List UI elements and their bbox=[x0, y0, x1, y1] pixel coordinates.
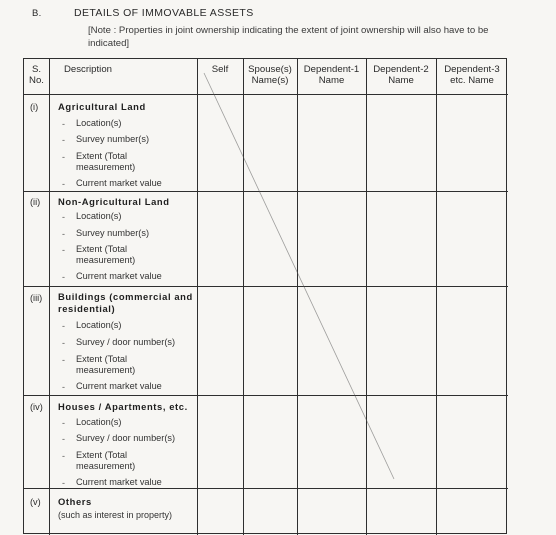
bullet-icon: - bbox=[62, 152, 65, 162]
row-item: Current market value bbox=[76, 271, 162, 281]
row-category: Agricultural Land bbox=[58, 101, 146, 112]
header-sno: S. No. bbox=[29, 64, 44, 86]
row-item: Extent (Total measurement) bbox=[76, 450, 136, 471]
bullet-icon: - bbox=[62, 434, 65, 444]
row-category: Others bbox=[58, 496, 92, 507]
row-sno: (ii) bbox=[30, 197, 41, 207]
section-note: [Note : Properties in joint ownership indicating the extent of joint ownership will also have to be indicated] bbox=[88, 25, 489, 49]
bullet-icon: - bbox=[62, 179, 65, 189]
row-category: Non-Agricultural Land bbox=[58, 196, 170, 207]
bullet-icon: - bbox=[62, 382, 65, 392]
row-subtext: (such as interest in property) bbox=[58, 510, 173, 520]
row-item: Extent (Total measurement) bbox=[76, 244, 136, 265]
section-letter: B. bbox=[32, 8, 42, 19]
bullet-icon: - bbox=[62, 321, 65, 331]
bullet-icon: - bbox=[62, 229, 65, 239]
bullet-icon: - bbox=[62, 135, 65, 145]
row-item: Location(s) bbox=[76, 320, 122, 330]
row-item: Survey number(s) bbox=[76, 228, 150, 238]
header-self: Self bbox=[211, 64, 229, 75]
bullet-icon: - bbox=[62, 212, 65, 222]
section-title: DETAILS OF IMMOVABLE ASSETS bbox=[74, 7, 254, 19]
row-item: Location(s) bbox=[76, 417, 122, 427]
bullet-icon: - bbox=[62, 338, 65, 348]
row-item: Survey / door number(s) bbox=[76, 433, 176, 443]
row-sno: (i) bbox=[30, 102, 39, 112]
row-item: Location(s) bbox=[76, 118, 122, 128]
row-sno: (v) bbox=[30, 497, 41, 507]
row-item: Extent (Total measurement) bbox=[76, 354, 136, 375]
row-item: Survey number(s) bbox=[76, 134, 150, 144]
row-item: Current market value bbox=[76, 381, 162, 391]
row-item: Survey / door number(s) bbox=[76, 337, 176, 347]
row-sno: (iii) bbox=[30, 293, 43, 303]
header-description: Description bbox=[64, 64, 112, 75]
immovable-assets-table bbox=[23, 58, 507, 534]
row-item: Current market value bbox=[76, 477, 162, 487]
bullet-icon: - bbox=[62, 119, 65, 129]
bullet-icon: - bbox=[62, 478, 65, 488]
bullet-icon: - bbox=[62, 451, 65, 461]
header-dependent-3: Dependent-3 etc. Name bbox=[444, 64, 500, 86]
bullet-icon: - bbox=[62, 245, 65, 255]
row-category: Houses / Apartments, etc. bbox=[58, 401, 188, 412]
row-sno: (iv) bbox=[30, 402, 43, 412]
header-dependent-2: Dependent-2 Name bbox=[373, 64, 429, 86]
bullet-icon: - bbox=[62, 272, 65, 282]
header-spouse: Spouse(s) Name(s) bbox=[248, 64, 292, 86]
row-item: Location(s) bbox=[76, 211, 122, 221]
bullet-icon: - bbox=[62, 418, 65, 428]
row-item: Current market value bbox=[76, 178, 162, 188]
bullet-icon: - bbox=[62, 355, 65, 365]
row-item: Extent (Total measurement) bbox=[76, 151, 136, 172]
diagonal-strike-line bbox=[24, 59, 508, 535]
row-category: Buildings (commercial and residential) bbox=[58, 291, 193, 314]
header-dependent-1: Dependent-1 Name bbox=[303, 64, 360, 86]
